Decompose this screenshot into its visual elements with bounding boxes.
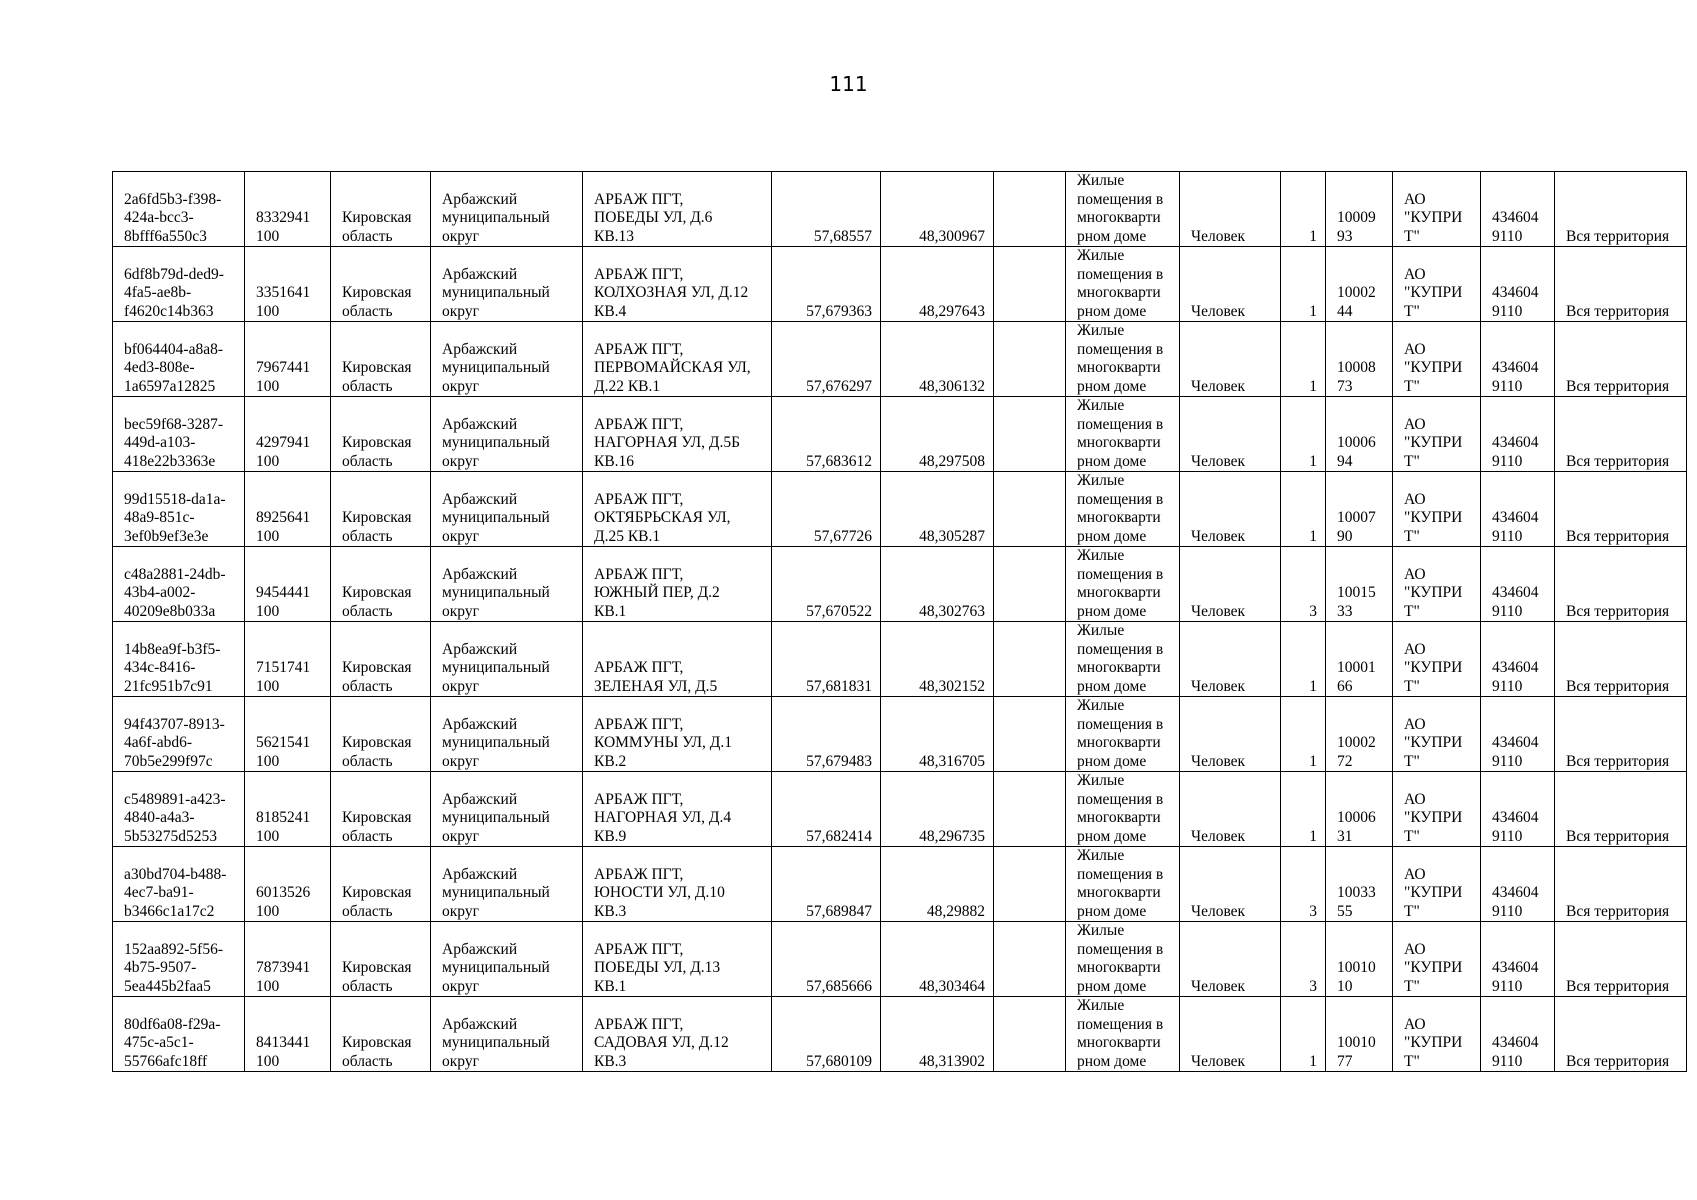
region-cell: Кировская область: [331, 172, 431, 247]
account-cell: 10009 93: [1326, 172, 1393, 247]
empty-cell: [994, 547, 1066, 622]
quantity-cell: 1: [1281, 472, 1326, 547]
table-row: [113, 997, 1687, 1072]
code-cell: 7873941 100: [245, 922, 331, 997]
region-cell: Кировская область: [331, 697, 431, 772]
region-cell: Кировская область: [331, 997, 431, 1072]
longitude-cell: 48,302763: [881, 547, 994, 622]
empty-cell: [994, 922, 1066, 997]
inn-cell: 434604 9110: [1481, 547, 1555, 622]
organization-cell: АО "КУПРИ Т": [1393, 847, 1481, 922]
empty-cell: [994, 997, 1066, 1072]
record-id-cell: 6df8b79d-ded9- 4fa5-ae8b- f4620c14b363: [113, 247, 245, 322]
organization-cell: АО "КУПРИ Т": [1393, 322, 1481, 397]
address-cell: АРБАЖ ПГТ, САДОВАЯ УЛ, Д.12 КВ.3: [583, 997, 772, 1072]
organization-cell: АО "КУПРИ Т": [1393, 547, 1481, 622]
longitude-cell: 48,303464: [881, 922, 994, 997]
record-id-cell: 152aa892-5f56- 4b75-9507- 5ea445b2faa5: [113, 922, 245, 997]
latitude-cell: 57,68557: [772, 172, 881, 247]
empty-cell: [994, 622, 1066, 697]
district-cell: Арбажский муниципальный округ: [431, 397, 583, 472]
object-type-cell: Жилые помещения в многокварти рном доме: [1066, 697, 1180, 772]
district-cell: Арбажский муниципальный округ: [431, 622, 583, 697]
empty-cell: [994, 247, 1066, 322]
table-row: [113, 772, 1687, 847]
latitude-cell: 57,685666: [772, 922, 881, 997]
address-cell: АРБАЖ ПГТ, НАГОРНАЯ УЛ, Д.4 КВ.9: [583, 772, 772, 847]
account-cell: 10006 94: [1326, 397, 1393, 472]
code-cell: 9454441 100: [245, 547, 331, 622]
address-cell: АРБАЖ ПГТ, ПЕРВОМАЙСКАЯ УЛ, Д.22 КВ.1: [583, 322, 772, 397]
inn-cell: 434604 9110: [1481, 172, 1555, 247]
district-cell: Арбажский муниципальный округ: [431, 922, 583, 997]
table-row: [113, 622, 1687, 697]
longitude-cell: 48,306132: [881, 322, 994, 397]
code-cell: 8925641 100: [245, 472, 331, 547]
organization-cell: АО "КУПРИ Т": [1393, 172, 1481, 247]
territory-cell: Вся территория: [1555, 772, 1687, 847]
district-cell: Арбажский муниципальный округ: [431, 772, 583, 847]
inn-cell: 434604 9110: [1481, 397, 1555, 472]
empty-cell: [994, 397, 1066, 472]
district-cell: Арбажский муниципальный округ: [431, 847, 583, 922]
object-type-cell: Жилые помещения в многокварти рном доме: [1066, 847, 1180, 922]
address-cell: АРБАЖ ПГТ, ОКТЯБРЬСКАЯ УЛ, Д.25 КВ.1: [583, 472, 772, 547]
empty-cell: [994, 322, 1066, 397]
territory-cell: Вся территория: [1555, 847, 1687, 922]
code-cell: 3351641 100: [245, 247, 331, 322]
quantity-cell: 3: [1281, 547, 1326, 622]
table-row: [113, 247, 1687, 322]
table-row: [113, 322, 1687, 397]
region-cell: Кировская область: [331, 397, 431, 472]
longitude-cell: 48,305287: [881, 472, 994, 547]
record-id-cell: 94f43707-8913- 4a6f-abd6- 70b5e299f97c: [113, 697, 245, 772]
record-id-cell: 80df6a08-f29a- 475c-a5c1- 55766afc18ff: [113, 997, 245, 1072]
page-number: 111: [829, 72, 868, 96]
unit-cell: Человек: [1180, 922, 1281, 997]
district-cell: Арбажский муниципальный округ: [431, 547, 583, 622]
organization-cell: АО "КУПРИ Т": [1393, 472, 1481, 547]
organization-cell: АО "КУПРИ Т": [1393, 772, 1481, 847]
account-cell: 10002 72: [1326, 697, 1393, 772]
organization-cell: АО "КУПРИ Т": [1393, 622, 1481, 697]
table-row: [113, 172, 1687, 247]
inn-cell: 434604 9110: [1481, 922, 1555, 997]
unit-cell: Человек: [1180, 622, 1281, 697]
quantity-cell: 3: [1281, 847, 1326, 922]
inn-cell: 434604 9110: [1481, 772, 1555, 847]
object-type-cell: Жилые помещения в многокварти рном доме: [1066, 172, 1180, 247]
unit-cell: Человек: [1180, 397, 1281, 472]
address-cell: АРБАЖ ПГТ, КОММУНЫ УЛ, Д.1 КВ.2: [583, 697, 772, 772]
unit-cell: Человек: [1180, 697, 1281, 772]
district-cell: Арбажский муниципальный округ: [431, 997, 583, 1072]
record-id-cell: bf064404-a8a8- 4ed3-808e- 1a6597a12825: [113, 322, 245, 397]
account-cell: 10008 73: [1326, 322, 1393, 397]
empty-cell: [994, 847, 1066, 922]
district-cell: Арбажский муниципальный округ: [431, 247, 583, 322]
account-cell: 10006 31: [1326, 772, 1393, 847]
inn-cell: 434604 9110: [1481, 847, 1555, 922]
quantity-cell: 1: [1281, 247, 1326, 322]
table-body: [113, 172, 1687, 1072]
table-row: [113, 922, 1687, 997]
account-cell: 10010 77: [1326, 997, 1393, 1072]
latitude-cell: 57,67726: [772, 472, 881, 547]
object-type-cell: Жилые помещения в многокварти рном доме: [1066, 772, 1180, 847]
inn-cell: 434604 9110: [1481, 247, 1555, 322]
district-cell: Арбажский муниципальный округ: [431, 172, 583, 247]
organization-cell: АО "КУПРИ Т": [1393, 997, 1481, 1072]
region-cell: Кировская область: [331, 922, 431, 997]
account-cell: 10001 66: [1326, 622, 1393, 697]
inn-cell: 434604 9110: [1481, 697, 1555, 772]
object-type-cell: Жилые помещения в многокварти рном доме: [1066, 547, 1180, 622]
longitude-cell: 48,297643: [881, 247, 994, 322]
record-id-cell: c5489891-a423- 4840-a4a3- 5b53275d5253: [113, 772, 245, 847]
district-cell: Арбажский муниципальный округ: [431, 322, 583, 397]
latitude-cell: 57,670522: [772, 547, 881, 622]
district-cell: Арбажский муниципальный округ: [431, 697, 583, 772]
latitude-cell: 57,680109: [772, 997, 881, 1072]
latitude-cell: 57,676297: [772, 322, 881, 397]
quantity-cell: 3: [1281, 922, 1326, 997]
quantity-cell: 1: [1281, 622, 1326, 697]
record-id-cell: 14b8ea9f-b3f5- 434c-8416- 21fc951b7c91: [113, 622, 245, 697]
address-cell: АРБАЖ ПГТ, ЮЖНЫЙ ПЕР, Д.2 КВ.1: [583, 547, 772, 622]
empty-cell: [994, 472, 1066, 547]
longitude-cell: 48,300967: [881, 172, 994, 247]
address-cell: АРБАЖ ПГТ, ЮНОСТИ УЛ, Д.10 КВ.3: [583, 847, 772, 922]
latitude-cell: 57,689847: [772, 847, 881, 922]
empty-cell: [994, 697, 1066, 772]
record-id-cell: 2a6fd5b3-f398- 424a-bcc3- 8bfff6a550c3: [113, 172, 245, 247]
account-cell: 10010 10: [1326, 922, 1393, 997]
latitude-cell: 57,679483: [772, 697, 881, 772]
territory-cell: Вся территория: [1555, 247, 1687, 322]
quantity-cell: 1: [1281, 397, 1326, 472]
object-type-cell: Жилые помещения в многокварти рном доме: [1066, 997, 1180, 1072]
region-cell: Кировская область: [331, 772, 431, 847]
inn-cell: 434604 9110: [1481, 622, 1555, 697]
quantity-cell: 1: [1281, 697, 1326, 772]
record-id-cell: a30bd704-b488- 4ec7-ba91- b3466c1a17c2: [113, 847, 245, 922]
inn-cell: 434604 9110: [1481, 322, 1555, 397]
unit-cell: Человек: [1180, 997, 1281, 1072]
latitude-cell: 57,679363: [772, 247, 881, 322]
latitude-cell: 57,682414: [772, 772, 881, 847]
quantity-cell: 1: [1281, 997, 1326, 1072]
organization-cell: АО "КУПРИ Т": [1393, 397, 1481, 472]
object-type-cell: Жилые помещения в многокварти рном доме: [1066, 397, 1180, 472]
district-cell: Арбажский муниципальный округ: [431, 472, 583, 547]
code-cell: 7967441 100: [245, 322, 331, 397]
territory-cell: Вся территория: [1555, 322, 1687, 397]
table-row: [113, 697, 1687, 772]
object-type-cell: Жилые помещения в многокварти рном доме: [1066, 622, 1180, 697]
unit-cell: Человек: [1180, 772, 1281, 847]
table-row: [113, 472, 1687, 547]
quantity-cell: 1: [1281, 772, 1326, 847]
code-cell: 8332941 100: [245, 172, 331, 247]
code-cell: 8413441 100: [245, 997, 331, 1072]
longitude-cell: 48,296735: [881, 772, 994, 847]
table-row: [113, 547, 1687, 622]
organization-cell: АО "КУПРИ Т": [1393, 697, 1481, 772]
address-cell: АРБАЖ ПГТ, ПОБЕДЫ УЛ, Д.13 КВ.1: [583, 922, 772, 997]
object-type-cell: Жилые помещения в многокварти рном доме: [1066, 472, 1180, 547]
territory-cell: Вся территория: [1555, 172, 1687, 247]
account-cell: 10007 90: [1326, 472, 1393, 547]
code-cell: 4297941 100: [245, 397, 331, 472]
account-cell: 10002 44: [1326, 247, 1393, 322]
territory-cell: Вся территория: [1555, 697, 1687, 772]
inn-cell: 434604 9110: [1481, 997, 1555, 1072]
table-row: [113, 847, 1687, 922]
region-cell: Кировская область: [331, 472, 431, 547]
unit-cell: Человек: [1180, 472, 1281, 547]
region-cell: Кировская область: [331, 322, 431, 397]
address-cell: АРБАЖ ПГТ, ЗЕЛЕНАЯ УЛ, Д.5: [583, 622, 772, 697]
code-cell: 7151741 100: [245, 622, 331, 697]
latitude-cell: 57,683612: [772, 397, 881, 472]
organization-cell: АО "КУПРИ Т": [1393, 922, 1481, 997]
object-type-cell: Жилые помещения в многокварти рном доме: [1066, 247, 1180, 322]
longitude-cell: 48,297508: [881, 397, 994, 472]
record-id-cell: bec59f68-3287- 449d-a103- 418e22b3363e: [113, 397, 245, 472]
object-type-cell: Жилые помещения в многокварти рном доме: [1066, 322, 1180, 397]
code-cell: 6013526 100: [245, 847, 331, 922]
address-cell: АРБАЖ ПГТ, ПОБЕДЫ УЛ, Д.6 КВ.13: [583, 172, 772, 247]
territory-cell: Вся территория: [1555, 622, 1687, 697]
empty-cell: [994, 172, 1066, 247]
region-cell: Кировская область: [331, 622, 431, 697]
account-cell: 10015 33: [1326, 547, 1393, 622]
territory-cell: Вся территория: [1555, 397, 1687, 472]
registry-table: [112, 171, 1687, 1072]
address-cell: АРБАЖ ПГТ, КОЛХОЗНАЯ УЛ, Д.12 КВ.4: [583, 247, 772, 322]
region-cell: Кировская область: [331, 847, 431, 922]
unit-cell: Человек: [1180, 847, 1281, 922]
region-cell: Кировская область: [331, 247, 431, 322]
record-id-cell: c48a2881-24db- 43b4-a002- 40209e8b033a: [113, 547, 245, 622]
account-cell: 10033 55: [1326, 847, 1393, 922]
longitude-cell: 48,302152: [881, 622, 994, 697]
latitude-cell: 57,681831: [772, 622, 881, 697]
longitude-cell: 48,29882: [881, 847, 994, 922]
unit-cell: Человек: [1180, 247, 1281, 322]
territory-cell: Вся территория: [1555, 547, 1687, 622]
code-cell: 8185241 100: [245, 772, 331, 847]
code-cell: 5621541 100: [245, 697, 331, 772]
unit-cell: Человек: [1180, 172, 1281, 247]
empty-cell: [994, 772, 1066, 847]
record-id-cell: 99d15518-da1a- 48a9-851c- 3ef0b9ef3e3e: [113, 472, 245, 547]
inn-cell: 434604 9110: [1481, 472, 1555, 547]
territory-cell: Вся территория: [1555, 472, 1687, 547]
quantity-cell: 1: [1281, 172, 1326, 247]
longitude-cell: 48,316705: [881, 697, 994, 772]
territory-cell: Вся территория: [1555, 997, 1687, 1072]
quantity-cell: 1: [1281, 322, 1326, 397]
table-row: [113, 397, 1687, 472]
object-type-cell: Жилые помещения в многокварти рном доме: [1066, 922, 1180, 997]
territory-cell: Вся территория: [1555, 922, 1687, 997]
unit-cell: Человек: [1180, 547, 1281, 622]
region-cell: Кировская область: [331, 547, 431, 622]
organization-cell: АО "КУПРИ Т": [1393, 247, 1481, 322]
address-cell: АРБАЖ ПГТ, НАГОРНАЯ УЛ, Д.5Б КВ.16: [583, 397, 772, 472]
longitude-cell: 48,313902: [881, 997, 994, 1072]
unit-cell: Человек: [1180, 322, 1281, 397]
